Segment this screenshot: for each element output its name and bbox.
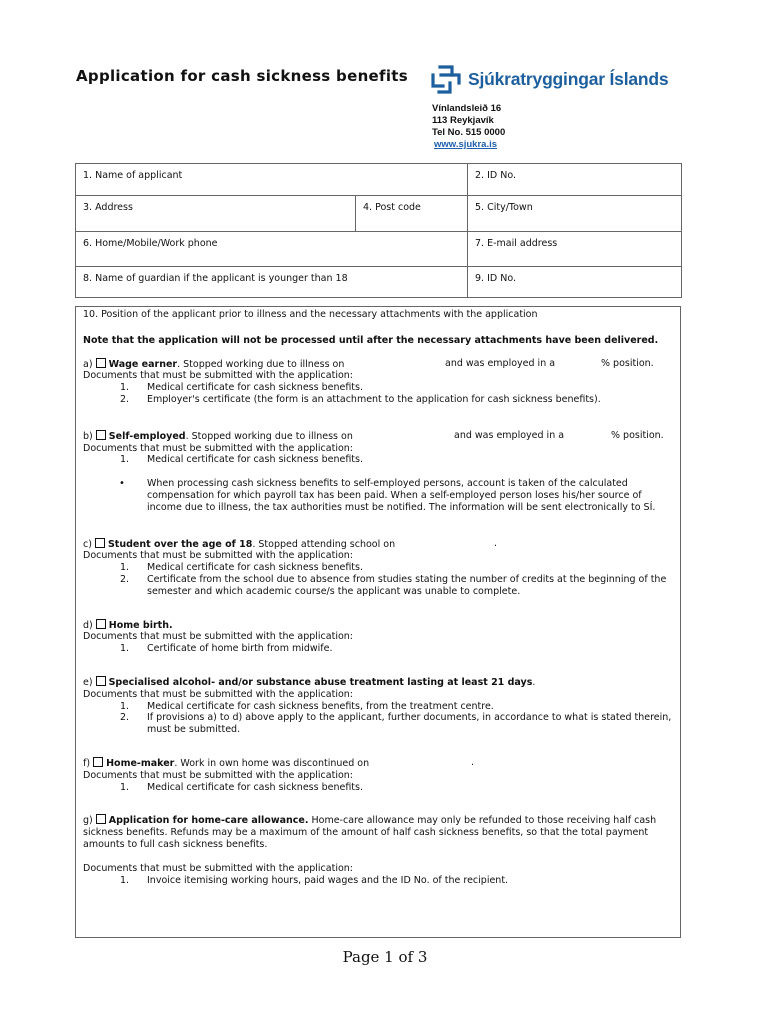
option-a-prefix: a) (83, 358, 93, 370)
logo-text: Sjúkratryggingar Íslands (468, 68, 669, 89)
applicant-info-table (75, 163, 682, 298)
option-e-prefix: e) (83, 676, 93, 688)
option-b-title: Self-employed (108, 430, 186, 442)
field-city-town[interactable]: 5. City/Town (468, 196, 682, 232)
checkbox-self-employed[interactable] (96, 430, 106, 440)
option-d-home-birth (83, 619, 673, 655)
option-a-wage-earner (83, 358, 673, 406)
docs-label: Documents that must be submitted with the application: (83, 862, 353, 874)
field-name-of-applicant[interactable]: 1. Name of applicant (76, 164, 468, 196)
field-phone[interactable]: 6. Home/Mobile/Work phone (76, 232, 468, 267)
docs-label: Documents that must be submitted with the application: (83, 550, 353, 562)
option-f-prefix: f) (83, 757, 91, 769)
list-item: 1. Medical certificate for cash sickness benefits, from the treatment centre. (120, 700, 494, 712)
page-title: Application for cash sickness benefits (76, 67, 408, 85)
option-c-prefix: c) (83, 538, 92, 550)
field-id-no[interactable]: 2. ID No. (468, 164, 682, 196)
website-link[interactable]: www.sjukra.is (434, 139, 498, 150)
address-city: 113 Reykjavík (432, 115, 494, 126)
section-10-heading: 10. Position of the applicant prior to illness and the necessary attachments with the application (83, 309, 538, 320)
bullet-icon: • (119, 478, 125, 490)
option-e-title: Specialised alcohol- and/or substance abuse treatment lasting at least 21 days (108, 676, 533, 688)
checkbox-wage-earner[interactable] (96, 358, 106, 368)
address-street: Vínlandsleið 16 (432, 103, 502, 114)
option-b-text: . Stopped working due to illness on (185, 430, 353, 442)
contact-address (432, 103, 505, 151)
docs-label: Documents that must be submitted with the application: (83, 370, 353, 382)
list-item: 1. Certificate of home birth from midwife. (120, 643, 333, 655)
option-a-employed: and was employed in a (445, 357, 556, 369)
option-g-title: Application for home-care allowance. (108, 815, 309, 827)
option-g-home-care (83, 814, 673, 886)
section-10-box (75, 306, 681, 938)
page-number: Page 1 of 3 (342, 948, 428, 966)
option-g-prefix: g) (83, 815, 93, 827)
list-item: 1. Medical certificate for cash sickness benefits. (120, 382, 364, 394)
address-phone: Tel No. 515 0000 (432, 127, 506, 138)
checkbox-home-maker[interactable] (93, 757, 103, 767)
field-guardian-id[interactable]: 9. ID No. (468, 267, 682, 298)
option-f-text: . Work in own home was discontinued on (174, 757, 370, 769)
option-b-employed: and was employed in a (454, 429, 565, 441)
checkbox-home-care[interactable] (96, 814, 106, 824)
option-e-substance-treatment (83, 676, 673, 736)
option-e-end: . (532, 676, 536, 688)
option-d-prefix: d) (83, 619, 93, 631)
option-a-percent: % position. (601, 357, 654, 369)
option-f-home-maker (83, 757, 673, 793)
list-item: 2. If provisions a) to d) above apply to the applicant, further documents, in accordance to what is stated therein, must be submitted. (120, 712, 672, 736)
option-c-title: Student over the age of 18 (107, 538, 253, 550)
option-c-end: . (494, 537, 498, 549)
list-item: 1. Medical certificate for cash sickness benefits. (120, 781, 364, 793)
checkbox-student[interactable] (95, 538, 105, 548)
list-item: 1. Invoice itemising working hours, paid wages and the ID No. of the recipient. (120, 874, 509, 886)
option-c-text: . Stopped attending school on (252, 538, 396, 550)
list-item: 2. Certificate from the school due to absence from studies stating the number of credits at the beginning of the semester and which academic course/s the applicant was unable to complete. (120, 573, 667, 597)
option-c-student (83, 538, 673, 598)
list-item: 1. Medical certificate for cash sickness benefits. (120, 454, 364, 466)
docs-label: Documents that must be submitted with the application: (83, 631, 353, 643)
option-b-prefix: b) (83, 430, 93, 442)
self-employed-note: • When processing cash sickness benefits to self-employed persons, account is taken of the calculated compensation for which payroll tax has been paid. When a self-employed person loses his/her source of income due to illness, the tax authorities must be notified. The information will be sent electronically to SÍ. (119, 478, 656, 513)
option-f-end: . (471, 756, 475, 768)
field-email[interactable]: 7. E-mail address (468, 232, 682, 267)
option-b-percent: % position. (611, 429, 664, 441)
docs-label: Documents that must be submitted with the application: (83, 442, 353, 454)
option-f-title: Home-maker (106, 757, 175, 769)
option-a-title: Wage earner (108, 358, 178, 370)
field-address[interactable]: 3. Address (76, 196, 356, 232)
list-item: 2. Employer's certificate (the form is an attachment to the application for cash sickness benefits). (120, 393, 601, 405)
checkbox-home-birth[interactable] (96, 619, 106, 629)
checkbox-substance-treatment[interactable] (96, 676, 106, 686)
option-a-text: . Stopped working due to illness on (177, 358, 345, 370)
docs-label: Documents that must be submitted with the application: (83, 769, 353, 781)
field-guardian-name[interactable]: 8. Name of guardian if the applicant is younger than 18 (76, 267, 468, 298)
docs-label: Documents that must be submitted with the application: (83, 688, 353, 700)
sjukratryggingar-logo-icon (430, 64, 462, 94)
list-item: 1. Medical certificate for cash sickness benefits. (120, 562, 364, 574)
logo (430, 64, 668, 94)
processing-note: Note that the application will not be processed until after the necessary attachments have been delivered. (83, 334, 659, 346)
option-b-self-employed (83, 430, 673, 514)
option-g-text: Home-care allowance may only be refunded to those receiving half cash sickness benefits. Refunds may be a maximum of the amount of half cash sickness benefits, so that the total payment amounts to full cash sickness benefits. (83, 815, 657, 850)
option-d-title: Home birth. (108, 619, 173, 631)
field-post-code[interactable]: 4. Post code (356, 196, 468, 232)
